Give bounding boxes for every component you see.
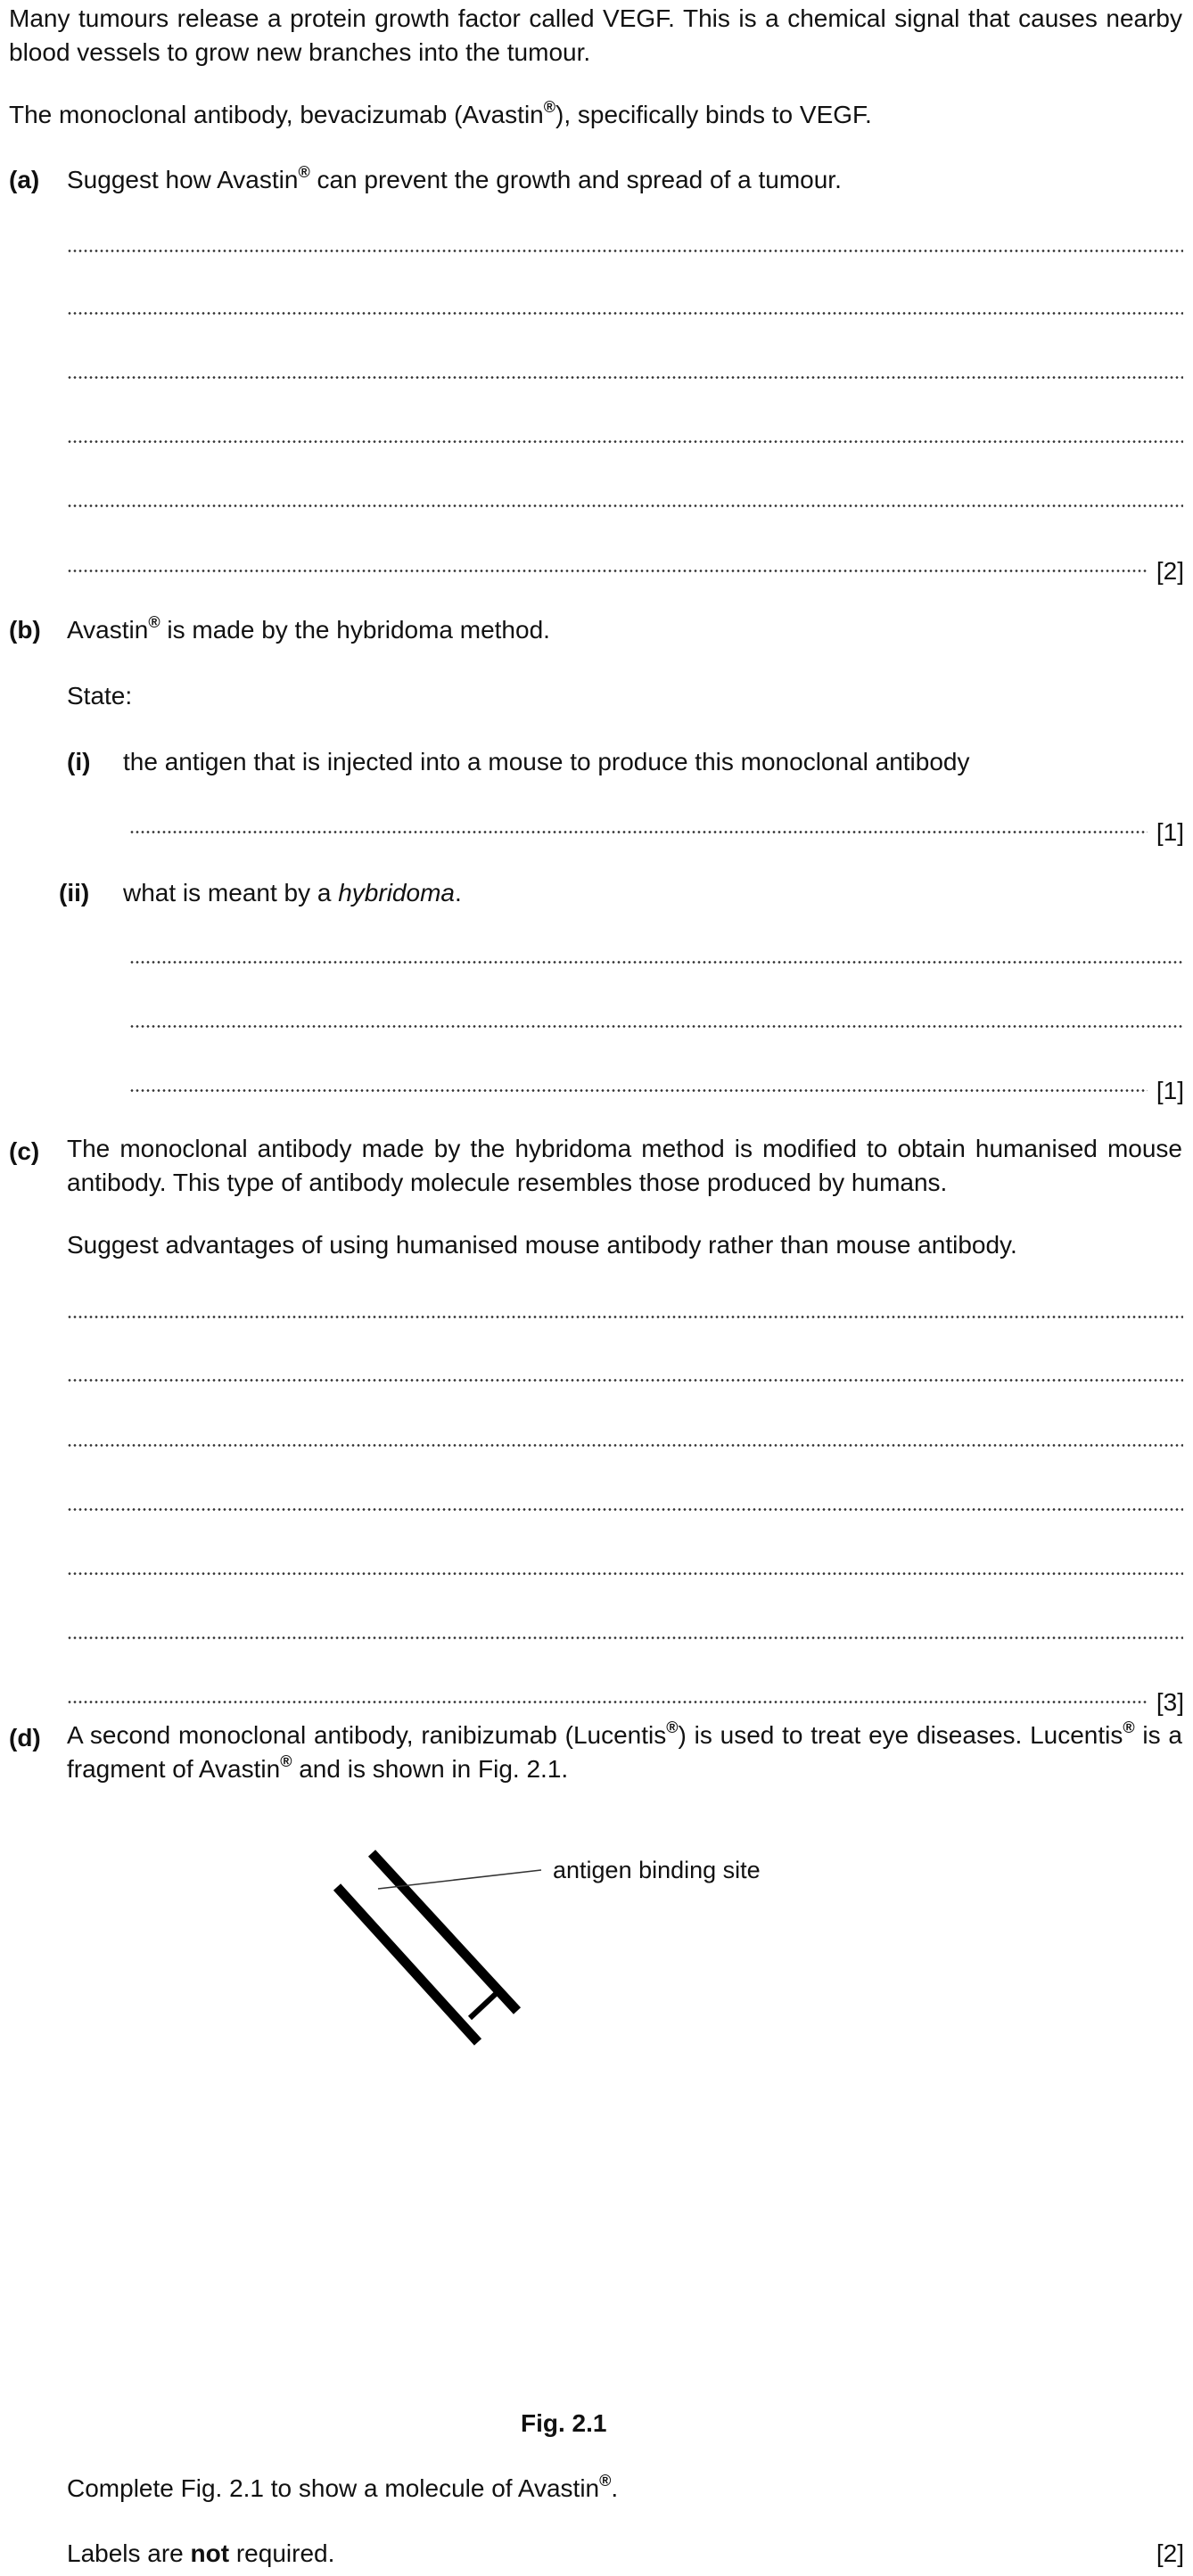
part-c-question: Suggest advantages of using humanised mouse antibody rather than mouse antibody. [67,1231,1017,1259]
part-d-instruction: Complete Fig. 2.1 to show a molecule of Avastin®. [67,2471,619,2502]
part-b-question: Avastin® is made by the hybridoma method. [67,612,550,644]
mark-b-i: [1] [1156,818,1184,846]
part-a-question: Suggest how Avastin® can prevent the growth and spread of a tumour. [67,162,842,193]
short-chain [372,1853,517,2011]
figure-caption: Fig. 2.1 [521,2409,607,2437]
part-b-i-question: the antigen that is injected into a mouse to produce this monoclonal antibody [123,748,970,775]
part-b-label: (b) [9,616,41,644]
part-b-ii-question: what is meant by a hybridoma. [123,879,462,907]
disulfide-bridge [470,1992,498,2018]
part-b-ii-label: (ii) [59,879,90,907]
lucentis-fragment-drawing [337,1853,541,2042]
part-d-label: (d) [9,1724,41,1752]
part-a-label: (a) [9,166,40,193]
long-chain [337,1887,478,2042]
part-c-paragraph: The monoclonal antibody made by the hybridoma method is modified to obtain humanised mouse antibody. This type of antibody molecule resembles those produced by humans. [67,1135,1182,1196]
part-d-paragraph: A second monoclonal antibody, ranibizumab (Lucentis®) is used to treat eye diseases. Lucentis® is a fragment of Avastin® and is shown in Fig. 2.1. [67,1718,1183,1783]
part-d-labels-note: Labels are not required. [67,2539,335,2567]
mark-a: [2] [1156,557,1184,585]
antigen-binding-site-label: antigen binding site [553,1857,761,1883]
intro-avastin-sentence: The monoclonal antibody, bevacizumab (Avastin®), specifically binds to VEGF. [9,97,872,128]
part-b-state: State: [67,682,133,710]
mark-b-ii: [1] [1156,1077,1184,1104]
intro-paragraph: Many tumours release a protein growth factor called VEGF. This is a chemical signal that causes nearby blood vessels to grow new branches into the tumour. [9,4,1182,66]
part-c-label: (c) [9,1137,40,1165]
mark-c: [3] [1156,1688,1184,1716]
part-b-i-label: (i) [67,748,91,775]
mark-d: [2] [1156,2539,1184,2567]
